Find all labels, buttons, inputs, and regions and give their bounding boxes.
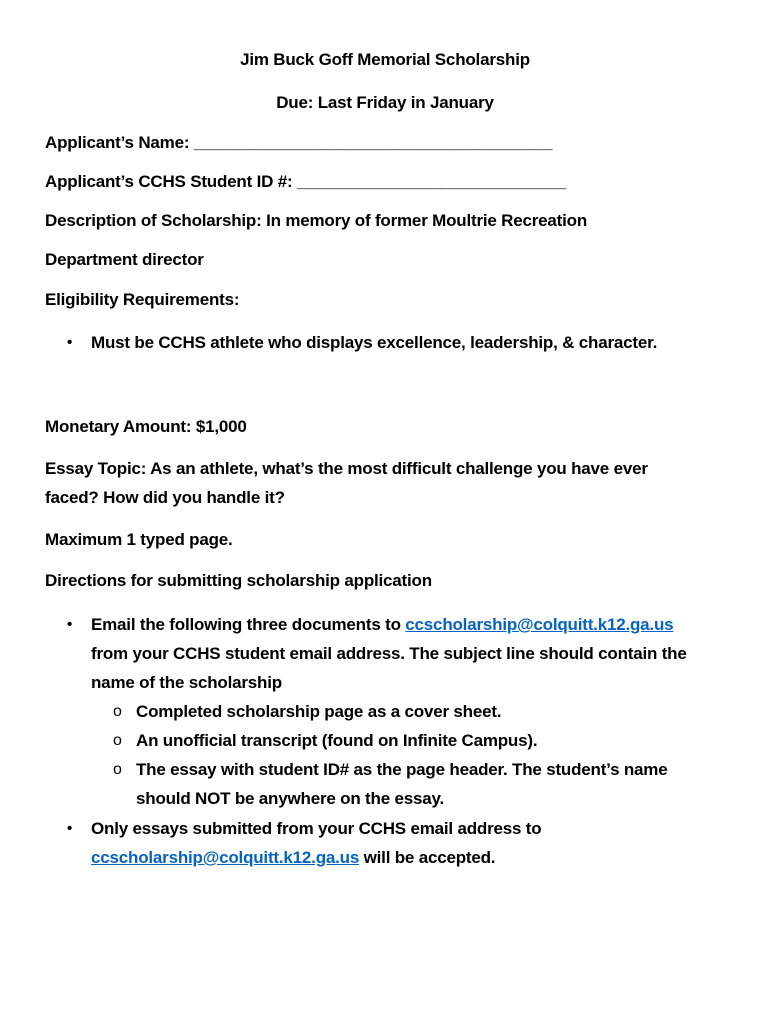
student-id-row	[45, 172, 566, 192]
applicant-name-label: Applicant’s Name:	[45, 133, 190, 152]
email-item-line-1	[91, 615, 673, 635]
student-id-blank: ______________________________	[296, 172, 566, 191]
essay-topic-line-1: Essay Topic: As an athlete, what’s the most difficult challenge you have ever	[45, 459, 648, 478]
description-line-2: Department director	[45, 250, 204, 269]
sub-bullet-icon: o	[113, 703, 122, 720]
sub-item-essay: The essay with student ID# as the page header. The student’s name	[136, 760, 668, 779]
applicant-name-row	[45, 133, 552, 153]
email-item-line-3: name of the scholarship	[91, 673, 282, 692]
sub-item-cover-sheet: Completed scholarship page as a cover sheet.	[136, 702, 502, 721]
directions-heading: Directions for submitting scholarship application	[45, 571, 432, 590]
eligibility-heading: Eligibility Requirements:	[45, 290, 240, 309]
bullet-icon: •	[67, 334, 73, 351]
only-item-line-2	[91, 848, 495, 868]
bullet-icon: •	[67, 820, 73, 837]
only-item-line-1: Only essays submitted from your CCHS email address to	[91, 819, 542, 838]
description-line-1: Description of Scholarship: In memory of former Moultrie Recreation	[45, 211, 588, 230]
email-link[interactable]: ccscholarship@colquitt.k12.ga.us	[405, 615, 674, 634]
document-title: Jim Buck Goff Memorial Scholarship	[240, 50, 530, 69]
bullet-icon: •	[67, 616, 73, 633]
sub-bullet-icon: o	[113, 761, 122, 778]
due-date: Due: Last Friday in January	[276, 93, 494, 112]
sub-item-transcript: An unofficial transcript (found on Infinite Campus).	[136, 731, 538, 750]
sub-bullet-icon: o	[113, 732, 122, 749]
sub-item-essay-line-2: should NOT be anywhere on the essay.	[136, 789, 445, 808]
eligibility-item: Must be CCHS athlete who displays excellence, leadership, & character.	[91, 333, 658, 352]
monetary-amount: Monetary Amount: $1,000	[45, 417, 247, 436]
email-link[interactable]: ccscholarship@colquitt.k12.ga.us	[91, 848, 360, 867]
student-id-label: Applicant’s CCHS Student ID #:	[45, 172, 293, 191]
only-item-suffix: will be accepted.	[363, 848, 496, 867]
essay-topic-line-2: faced? How did you handle it?	[45, 488, 285, 507]
max-length: Maximum 1 typed page.	[45, 530, 233, 549]
email-item-line-2: from your CCHS student email address. The subject line should contain the	[91, 644, 687, 663]
applicant-name-blank: ________________________________________	[193, 133, 552, 152]
email-item-prefix: Email the following three documents to	[91, 615, 401, 634]
